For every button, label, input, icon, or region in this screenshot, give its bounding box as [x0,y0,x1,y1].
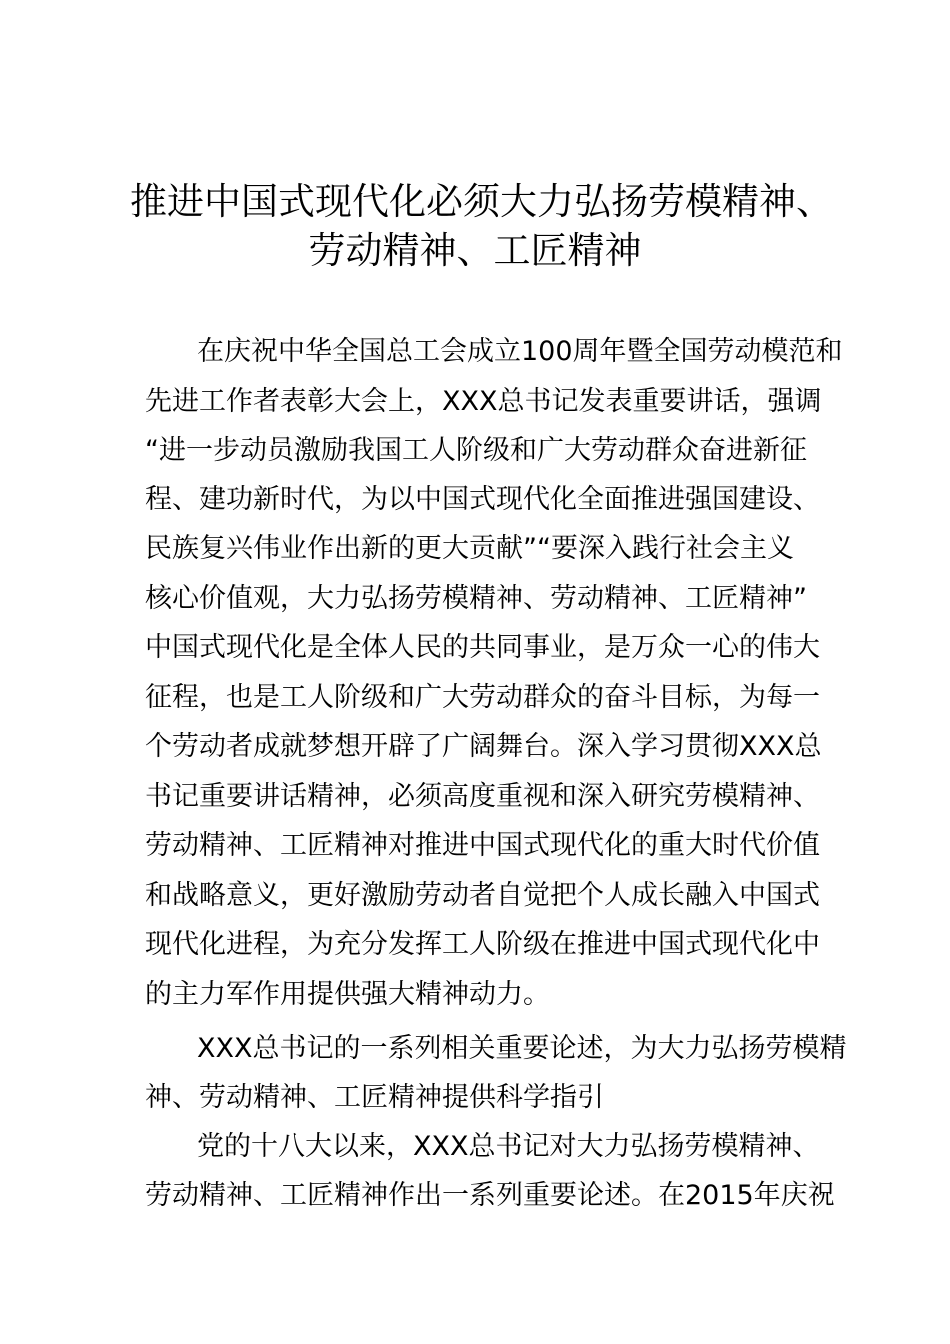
section-heading-line-1: XXX总书记的一系列相关重要论述，为大力弘扬劳模精 [197,1033,847,1064]
paragraph-1-line-9: 个劳动者成就梦想开辟了广阔舞台。深入学习贯彻XXX总 [145,731,822,762]
paragraph-1-line-10: 书记重要讲话精神，必须高度重视和深入研究劳模精神、 [145,781,820,812]
section-heading-line-2: 神、劳动精神、工匠精神提供科学指引 [145,1082,604,1113]
paragraph-1-line-5: 民族复兴伟业作出新的更大贡献”“要深入践行社会主义 [145,533,794,564]
paragraph-1-line-13: 现代化进程，为充分发挥工人阶级在推进中国式现代化中 [145,929,820,960]
paragraph-1-line-7: 中国式现代化是全体人民的共同事业，是万众一心的伟大 [145,632,820,663]
paragraph-3-line-2: 劳动精神、工匠精神作出一系列重要论述。在2015年庆祝 [145,1180,835,1211]
paragraph-1-line-6: 核心价值观，大力弘扬劳模精神、劳动精神、工匠精神” [145,583,807,614]
paragraph-3-line-1: 党的十八大以来，XXX总书记对大力弘扬劳模精神、 [197,1131,820,1162]
paragraph-1-line-2: 先进工作者表彰大会上，XXX总书记发表重要讲话，强调 [145,386,822,417]
paragraph-1-line-4: 程、建功新时代，为以中国式现代化全面推进强国建设、 [145,484,820,515]
paragraph-1-line-3: “进一步动员激励我国工人阶级和广大劳动群众奋进新征 [145,435,807,466]
document-title-line-1: 推进中国式现代化必须大力弘扬劳模精神、 [130,180,833,223]
paragraph-1-line-8: 征程，也是工人阶级和广大劳动群众的奋斗目标，为每一 [145,682,820,713]
paragraph-1-line-14: 的主力军作用提供强大精神动力。 [145,979,550,1010]
document-title-line-2: 劳动精神、工匠精神 [308,229,642,272]
paragraph-1-line-12: 和战略意义，更好激励劳动者自觉把个人成长融入中国式 [145,880,820,911]
paragraph-1-line-11: 劳动精神、工匠精神对推进中国式现代化的重大时代价值 [145,830,820,861]
paragraph-1-line-1: 在庆祝中华全国总工会成立100周年暨全国劳动模范和 [197,336,843,367]
